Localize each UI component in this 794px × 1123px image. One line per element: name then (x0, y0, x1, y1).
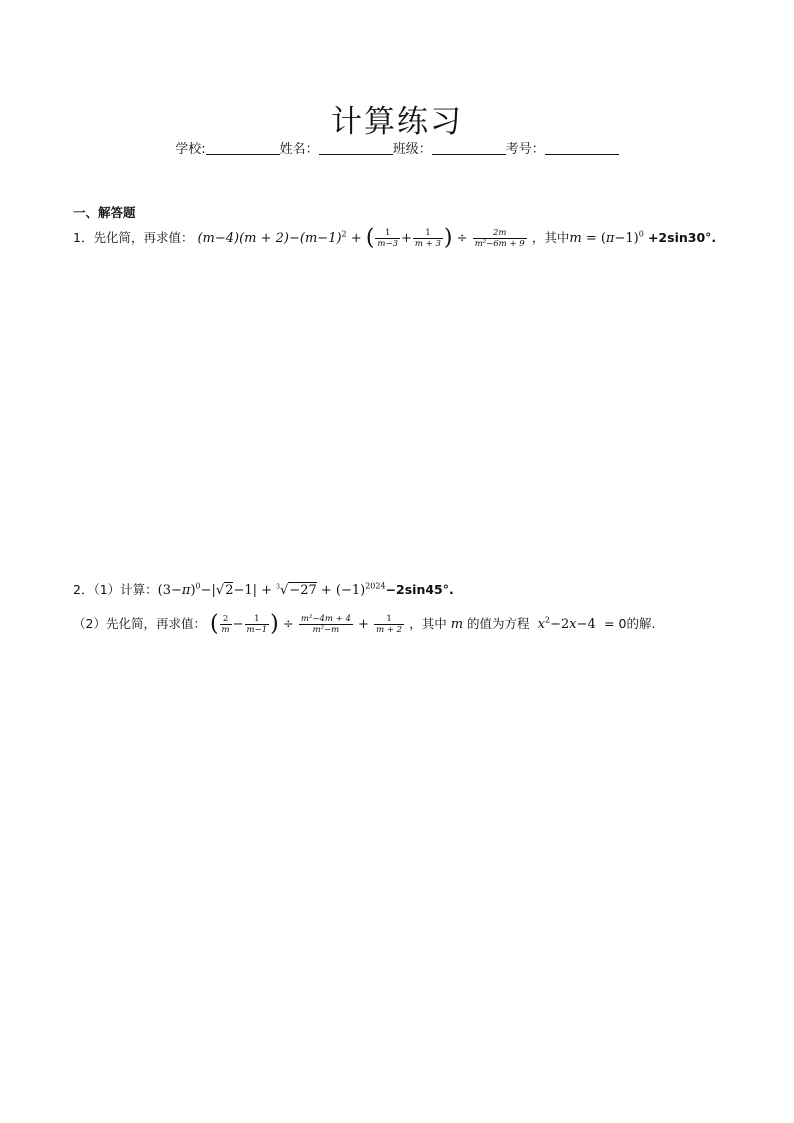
question-1-expression: $(m-4)(m + 2)-(m-1)^2$ + ( $\frac{1}{m-3}$ + $\frac{1}{m + 3}$ ) ÷ $\frac{2m}{\text{m²−6m + 9}}$ (197, 225, 525, 251)
question-1-condition: $m = (\pi-1)^0$ (569, 229, 644, 246)
school-blank[interactable] (206, 141, 280, 155)
exam-no-label: 考号： (505, 142, 545, 157)
class-blank[interactable] (432, 141, 506, 155)
question-1-prefix: 1．先化简，再求值： (73, 230, 194, 245)
question-2-part-2-expression: ( $\frac{2}{m}$ − $\frac{1}{m-1}$ ) ÷ $\frac{\text{m²−4m + 4}}{\text{m²−m}}$ + $\frac{1}{m + 2}$ (209, 611, 403, 637)
question-2-part-2-eq-tail: = 0的解. (604, 616, 656, 631)
student-info-line (0, 138, 794, 157)
exam-no-blank[interactable] (545, 141, 619, 155)
question-2-part-1-expression: $(3-\pi)^0-|√2-1| + ^3√-27 + (-1)^{2024}$ (157, 581, 386, 598)
question-2-part-1 (73, 580, 454, 598)
question-2-part-2-prefix: （2）先化简，再求值： (73, 616, 206, 631)
question-2-part-2 (73, 611, 656, 637)
question-2-part-2-equation: $x^2-2x-4$ (537, 615, 596, 632)
question-1 (73, 225, 717, 251)
question-1-where: ，其中 (531, 230, 570, 245)
name-label: 姓名： (279, 142, 319, 157)
question-1-condition-tail: +2sin30°. (647, 230, 717, 245)
question-2-part-2-var: m (450, 617, 464, 632)
page-title: 计算练习 (331, 104, 463, 140)
class-label: 班级： (392, 142, 432, 157)
question-2-part-1-tail: −2sin45°. (385, 582, 454, 597)
name-blank[interactable] (319, 141, 393, 155)
school-label: 学校: (175, 142, 206, 157)
question-2-part-2-var-text: 的值为方程 (467, 616, 530, 631)
question-2-part-1-prefix: 2．（1）计算： (73, 582, 158, 597)
question-2-part-2-where: ，其中 (409, 616, 447, 631)
section-title: 一、解答题 (73, 205, 136, 220)
